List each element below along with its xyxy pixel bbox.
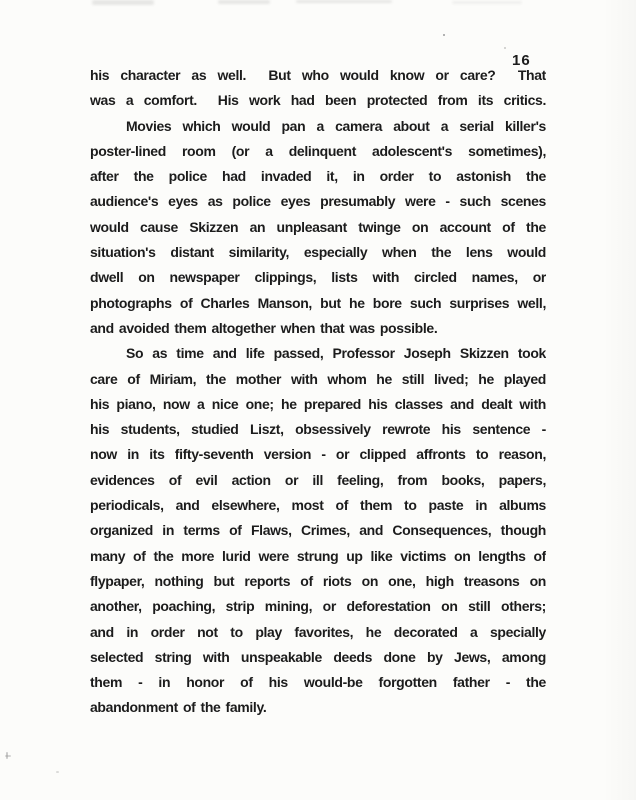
text-line: abandonment of the family. [90,699,267,716]
text-line: selected string with unspeakable deeds done by Jews, among [90,648,546,665]
scan-edge-shade [602,0,636,800]
scan-smudge [92,0,154,5]
text-line: his character as well. But who would know or care? That [90,67,546,83]
scan-smudge [296,0,392,3]
text-line: many of the more lurid were strung up like victims on lengths of [90,547,546,564]
text-line: his piano, now a nice one; he prepared his classes and dealt with [90,395,546,412]
scan-speck [443,34,445,36]
text-line: Movies which would pan a camera about a serial killer's [126,117,546,134]
text-line: after the police had invaded it, in order to astonish the [90,168,546,185]
page-text [90,63,546,721]
text-line: audience's eyes as police eyes presumably were - such scenes [90,193,546,210]
text-line: now in its fifty-seventh version - or clipped affronts to reason, [90,446,546,463]
text-line: and avoided them altogether when that was possible. [90,319,438,336]
scan-speck [504,47,506,49]
page-number: 16 [512,52,531,69]
scan-smudge [218,0,270,4]
scan-smudge [452,1,522,4]
text-line: So as time and life passed, Professor Joseph Skizzen took [126,345,546,362]
text-line: evidences of evil action or ill feeling, from books, papers, [90,471,546,488]
text-line: and in order not to play favorites, he decorated a specially [90,623,546,640]
text-line: care of Miriam, the mother with whom he still lived; he played [90,370,546,387]
text-line: photographs of Charles Manson, but he bore such surprises well, [90,294,546,311]
text-line: periodicals, and elsewhere, most of them to paste in albums [90,497,546,514]
text-line: would cause Skizzen an unpleasant twinge on account of the [90,218,546,235]
text-line: organized in terms of Flaws, Crimes, and Consequences, though [90,522,546,539]
scan-speck [5,755,11,757]
text-line: another, poaching, strip mining, or deforestation on still others; [90,598,546,615]
text-line: them - in honor of his would-be forgotten father - the [90,674,546,691]
text-line: situation's distant similarity, especially when the lens would [90,244,546,261]
text-line: flypaper, nothing but reports of riots on one, high treasons on [90,572,546,589]
text-line: dwell on newspaper clippings, lists with circled names, or [90,269,546,286]
text-line: poster-lined room (or a delinquent adolescent's sometimes), [90,142,546,159]
text-line: his students, studied Liszt, obsessively rewrote his sentence - [90,421,546,438]
text-line: was a comfort. His work had been protected from its critics. [90,92,546,109]
scan-speck [56,771,59,773]
